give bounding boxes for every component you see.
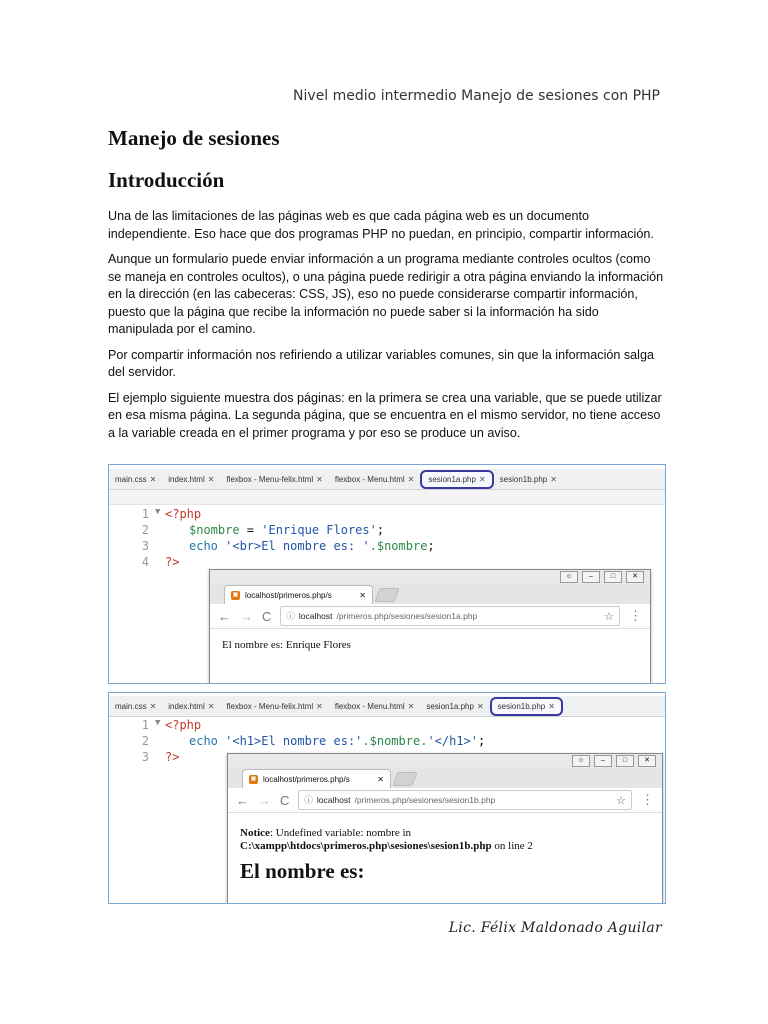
tab-label: main.css [115, 474, 147, 484]
editor-tab[interactable] [420, 696, 489, 716]
editor-tab[interactable] [220, 696, 328, 716]
code-token: echo [189, 539, 218, 553]
notice-label: Notice [240, 827, 270, 839]
address-bar[interactable] [298, 790, 632, 810]
editor-tab[interactable] [329, 469, 421, 489]
close-icon[interactable]: ✕ [316, 474, 323, 484]
code-token: .$nombre [369, 539, 428, 553]
window-controls [210, 570, 650, 584]
tab-label: flexbox - Menu.html [334, 701, 405, 711]
code-editor[interactable]: 1 ▼ <?php 2 echo '<h1>El nombre es:' .$nombre. '</h1>' ; 3 ?> [141, 718, 486, 764]
back-icon[interactable]: ← [236, 792, 249, 808]
paragraph: El ejemplo siguiente muestra dos páginas: en la primera se crea una variable, que se puede utilizar en esa misma página. La segunda página, que se encuentra en el mismo servidor, no tiene acceso a la variable creada en el primer programa y por eso se produce un aviso. [108, 390, 662, 440]
new-tab-button[interactable] [374, 588, 399, 602]
close-icon[interactable]: ✕ [149, 701, 157, 711]
code-token: ?> [165, 750, 180, 764]
editor-tab[interactable] [109, 469, 162, 489]
code-token: ; [427, 539, 435, 553]
close-icon[interactable]: ✕ [407, 474, 415, 484]
url-path: /primeros.php/sesiones/sesion1a.php [336, 611, 478, 621]
code-token: '<h1>El nombre es:' [217, 734, 363, 748]
editor-tab-active[interactable] [420, 470, 493, 489]
close-icon[interactable]: ✕ [407, 701, 415, 711]
reload-icon[interactable]: C [280, 792, 290, 808]
browser-tab[interactable] [224, 585, 373, 604]
tab-label: sesion1a.php [428, 474, 476, 484]
tab-label: sesion1a.php [426, 701, 474, 711]
window-controls [228, 754, 662, 768]
editor-screenshot-2 [108, 692, 666, 904]
browser-tab-title: localhost/primeros.php/s [263, 774, 350, 784]
favicon-icon: ▣ [232, 591, 239, 598]
close-icon[interactable]: ✕ [377, 774, 384, 784]
close-icon[interactable]: ✕ [316, 701, 323, 711]
menu-icon[interactable]: ⋮ [629, 608, 642, 623]
url-host: localhost [316, 795, 351, 805]
author-footer: Lic. Félix Maldonado Aguilar [448, 920, 662, 936]
forward-icon[interactable]: → [240, 608, 253, 624]
body-text [108, 208, 664, 450]
forward-icon[interactable]: → [258, 792, 271, 808]
editor-tab[interactable] [109, 696, 162, 716]
editor-tab[interactable] [162, 696, 220, 716]
code-token: ; [478, 734, 486, 748]
code-token: .$nombre. [362, 734, 428, 748]
user-icon[interactable]: ☺ [572, 755, 590, 767]
browser-toolbar [210, 604, 650, 629]
tab-label: index.html [168, 474, 205, 484]
editor-tab[interactable] [220, 469, 328, 489]
tab-label: flexbox - Menu-felix.html [226, 474, 314, 484]
editor-toolbar-strip [109, 490, 665, 505]
browser-tabbar [210, 584, 650, 604]
new-tab-button[interactable] [392, 772, 417, 786]
browser-tabbar [228, 768, 662, 788]
editor-tab[interactable] [162, 469, 220, 489]
maximize-icon[interactable]: □ [604, 571, 622, 583]
reload-icon[interactable]: C [262, 608, 272, 624]
close-icon[interactable]: ✕ [478, 474, 486, 484]
close-icon[interactable]: ✕ [550, 474, 557, 484]
close-icon[interactable]: ✕ [149, 474, 157, 484]
tab-label: sesion1b.php [499, 474, 548, 484]
close-icon[interactable]: ✕ [626, 571, 644, 583]
notice-line: on line 2 [491, 840, 533, 852]
back-icon[interactable]: ← [218, 608, 231, 624]
code-token: $nombre [189, 523, 240, 537]
notice-path: C:\xampp\htdocs\primeros.php\sesiones\sesion1b.php [240, 840, 492, 852]
maximize-icon[interactable]: □ [616, 755, 634, 767]
editor-tab[interactable] [494, 469, 563, 489]
php-notice [240, 827, 650, 840]
close-icon[interactable]: ✕ [207, 474, 215, 484]
star-icon[interactable]: ☆ [616, 794, 626, 807]
code-token: '</h1>' [427, 734, 479, 748]
fold-arrow-icon[interactable]: ▼ [155, 718, 161, 728]
close-icon[interactable]: ✕ [359, 590, 366, 600]
notice-text: : Undefined variable: nombre in [269, 827, 412, 839]
fold-arrow-icon[interactable]: ▼ [155, 507, 161, 517]
output-heading: El nombre es: [240, 859, 365, 883]
minimize-icon[interactable]: – [582, 571, 600, 583]
code-token: <?php [165, 507, 202, 521]
php-notice-path [240, 840, 650, 853]
editor-tabbar [109, 469, 665, 490]
tab-label: main.css [115, 701, 147, 711]
tab-label: flexbox - Menu.html [334, 474, 405, 484]
tab-label: index.html [168, 701, 205, 711]
info-icon: ⓘ [304, 795, 313, 805]
tab-label: sesion1b.php [497, 701, 546, 711]
browser-tab-title: localhost/primeros.php/s [245, 590, 332, 600]
star-icon[interactable]: ☆ [604, 610, 614, 623]
code-token: echo [189, 734, 218, 748]
editor-tab-active[interactable] [490, 697, 563, 716]
browser-content [210, 629, 650, 661]
paragraph: Una de las limitaciones de las páginas web es que cada página web es un documento independiente. Eso hace que dos programas PHP no puedan, en principio, compartir información. [108, 209, 654, 241]
browser-content [228, 813, 662, 888]
favicon-icon: ▣ [250, 775, 257, 782]
paragraph: Aunque un formulario puede enviar información a un programa mediante controles ocultos (como se maneja en controles ocultos), o una página puede redirigir a otra página enviando la información en la dirección (en las cabeceras: CSS, JS), eso no puede considerarse compartir información, puesto que la página que recibe la información no puede saber si la información ha sido manipulada por el camino. [108, 252, 664, 336]
browser-window-1 [209, 569, 651, 684]
menu-icon[interactable]: ⋮ [641, 792, 654, 807]
code-token: ?> [165, 555, 180, 569]
editor-tab[interactable] [329, 696, 421, 716]
url-host: localhost [298, 611, 333, 621]
url-path: /primeros.php/sesiones/sesion1b.php [354, 795, 496, 805]
page-title: Manejo de sesiones [108, 126, 280, 150]
code-token: 'Enrique Flores' [261, 523, 377, 537]
code-token: <?php [165, 718, 202, 732]
code-token: = [239, 523, 262, 537]
close-icon[interactable]: ✕ [638, 755, 656, 767]
user-icon[interactable]: ☺ [560, 571, 578, 583]
editor-tabbar [109, 696, 665, 717]
page-header: Nivel medio intermedio Manejo de sesiones con PHP [293, 88, 660, 104]
browser-tab[interactable] [242, 769, 391, 788]
section-title: Introducción [108, 168, 225, 192]
minimize-icon[interactable]: – [594, 755, 612, 767]
editor-screenshot-1 [108, 464, 666, 684]
code-token: ; [376, 523, 385, 537]
info-icon: ⓘ [286, 611, 295, 621]
paragraph: Por compartir información nos refiriendo a utilizar variables comunes, sin que la información salga del servidor. [108, 347, 654, 379]
browser-toolbar [228, 788, 662, 813]
close-icon[interactable]: ✕ [207, 701, 215, 711]
code-token: '<br>El nombre es: ' [217, 539, 370, 553]
code-editor[interactable]: 1 ▼ <?php 2 $nombre = 'Enrique Flores' ; 3 echo '<br>El nombre es: ' .$nombre ; 4 ?> [141, 507, 435, 569]
page-output: El nombre es: Enrique Flores [222, 639, 351, 651]
tab-label: flexbox - Menu-felix.html [226, 701, 314, 711]
close-icon[interactable]: ✕ [476, 701, 484, 711]
close-icon[interactable]: ✕ [548, 701, 555, 711]
address-bar[interactable] [280, 606, 620, 626]
browser-window-2 [227, 753, 663, 904]
